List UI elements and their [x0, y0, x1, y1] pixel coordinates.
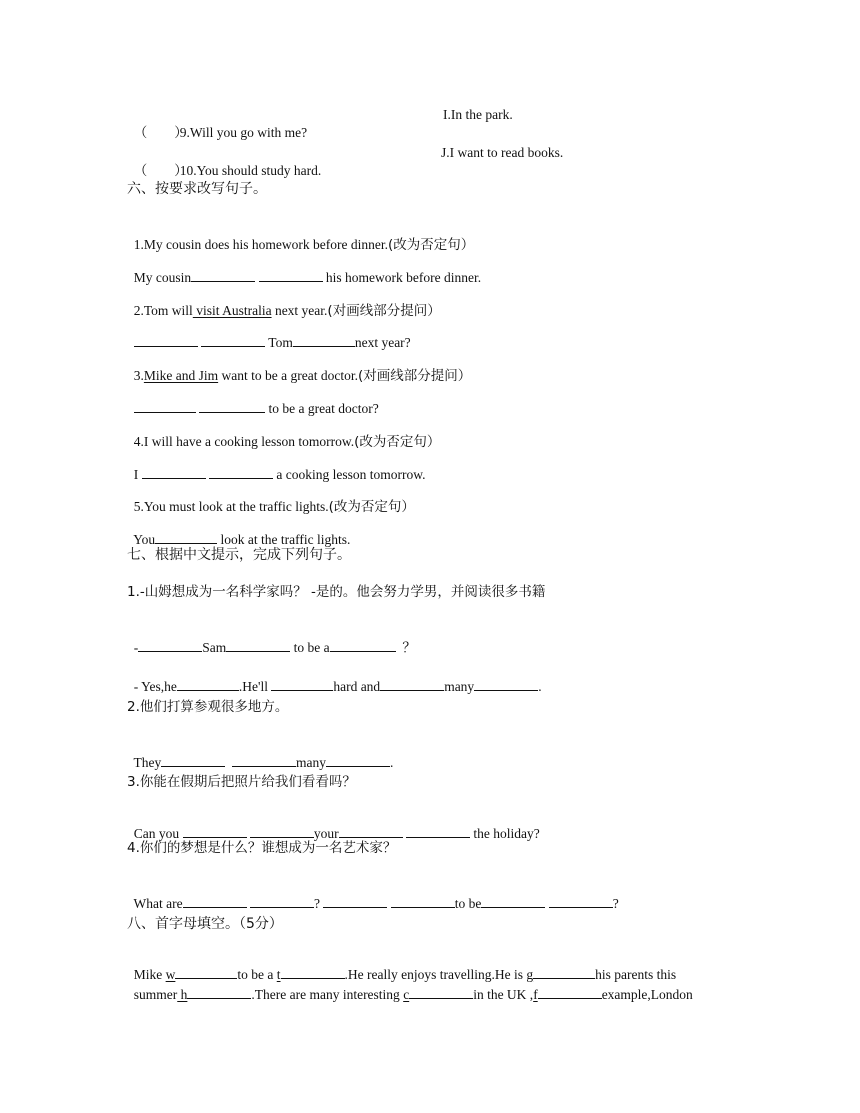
blank[interactable]: [199, 400, 265, 413]
blank[interactable]: [481, 895, 545, 908]
blank[interactable]: [142, 466, 206, 479]
s7-q3: 3.你能在假期后把照片给我们看看吗？: [127, 774, 356, 790]
blank[interactable]: [209, 466, 273, 479]
blank[interactable]: [339, 825, 403, 838]
blank[interactable]: [250, 895, 314, 908]
blank[interactable]: [293, 334, 355, 347]
blank[interactable]: [183, 895, 247, 908]
s7-a2: They many .: [133, 755, 394, 770]
s7-q4: 4.你们的梦想是什么？谁想成为一名艺术家？: [127, 840, 397, 856]
answer-paren[interactable]: （ ）: [133, 125, 188, 140]
blank[interactable]: [187, 986, 251, 999]
blank[interactable]: [330, 639, 396, 652]
blank[interactable]: [191, 269, 255, 282]
blank[interactable]: [250, 825, 314, 838]
s6-a2: Tom next year?: [127, 316, 411, 352]
s6-a4: I a cooking lesson tomorrow.: [133, 467, 426, 482]
blank[interactable]: [406, 825, 470, 838]
s7-a1-line1: - Sam to be a ？: [133, 640, 416, 655]
section-8-title: 八、首字母填空。（5分）: [127, 916, 283, 932]
s6-q1: 1.My cousin does his homework before dinner.(改为否定句）: [133, 237, 475, 253]
blank[interactable]: [232, 754, 296, 767]
s6-q4: 4.I will have a cooking lesson tomorrow.(改为否定句）: [133, 434, 441, 450]
s8-line1: Mike w to be a t .He really enjoys travelling.He is g his parents this: [133, 967, 677, 982]
match-row-9: [127, 106, 307, 142]
blank[interactable]: [134, 334, 198, 347]
blank[interactable]: [326, 754, 390, 767]
s6-q2: 2.Tom will visit Australia next year.(对画线部分提问）: [133, 303, 441, 319]
s8-line2: summer h .There are many interesting c in the UK ,f example,London: [133, 987, 693, 1002]
section-7-title: 七、根据中文提示，完成下列句子。: [127, 547, 351, 563]
blank[interactable]: [155, 531, 217, 544]
s7-a1-line2: - Yes,he .He'll hard and many .: [133, 679, 542, 694]
s6-a1: My cousin his homework before dinner.: [133, 270, 482, 285]
s6-q5: 5.You must look at the traffic lights.(改为否定句）: [133, 499, 415, 515]
s6-a3: to be a great doctor?: [127, 382, 379, 418]
blank[interactable]: [271, 678, 333, 691]
blank[interactable]: [183, 825, 247, 838]
match-question: 10.You should study hard.: [179, 163, 322, 178]
s7-a3: Can you your the holiday?: [133, 826, 540, 841]
s6-a5: You look at the traffic lights.: [133, 532, 351, 547]
s7-q2: 2.他们打算参观很多地方。: [127, 699, 289, 715]
s7-a4: What are ? to be ?: [133, 896, 619, 911]
blank[interactable]: [226, 639, 290, 652]
blank[interactable]: [323, 895, 387, 908]
s7-q1: 1.-山姆想成为一名科学家吗？ -是的。他会努力学男，并阅读很多书籍: [127, 584, 546, 600]
blank[interactable]: [201, 334, 265, 347]
blank[interactable]: [161, 754, 225, 767]
match-question: 9.Will you go with me?: [179, 125, 308, 140]
section-6-title: 六、按要求改写句子。: [127, 181, 267, 197]
blank[interactable]: [259, 269, 323, 282]
answer-paren[interactable]: （ ）: [133, 163, 188, 178]
s6-q3: 3.Mike and Jim want to be a great doctor.(对画线部分提问）: [133, 368, 472, 384]
match-answer-i: I.In the park.: [443, 107, 513, 122]
blank[interactable]: [134, 400, 196, 413]
match-answer-j: J.I want to read books.: [441, 145, 564, 160]
blank[interactable]: [391, 895, 455, 908]
blank[interactable]: [538, 986, 602, 999]
blank[interactable]: [409, 986, 473, 999]
blank[interactable]: [177, 678, 239, 691]
match-row-10: [127, 144, 321, 180]
blank[interactable]: [380, 678, 444, 691]
blank[interactable]: [549, 895, 613, 908]
blank[interactable]: [138, 639, 202, 652]
blank[interactable]: [474, 678, 538, 691]
